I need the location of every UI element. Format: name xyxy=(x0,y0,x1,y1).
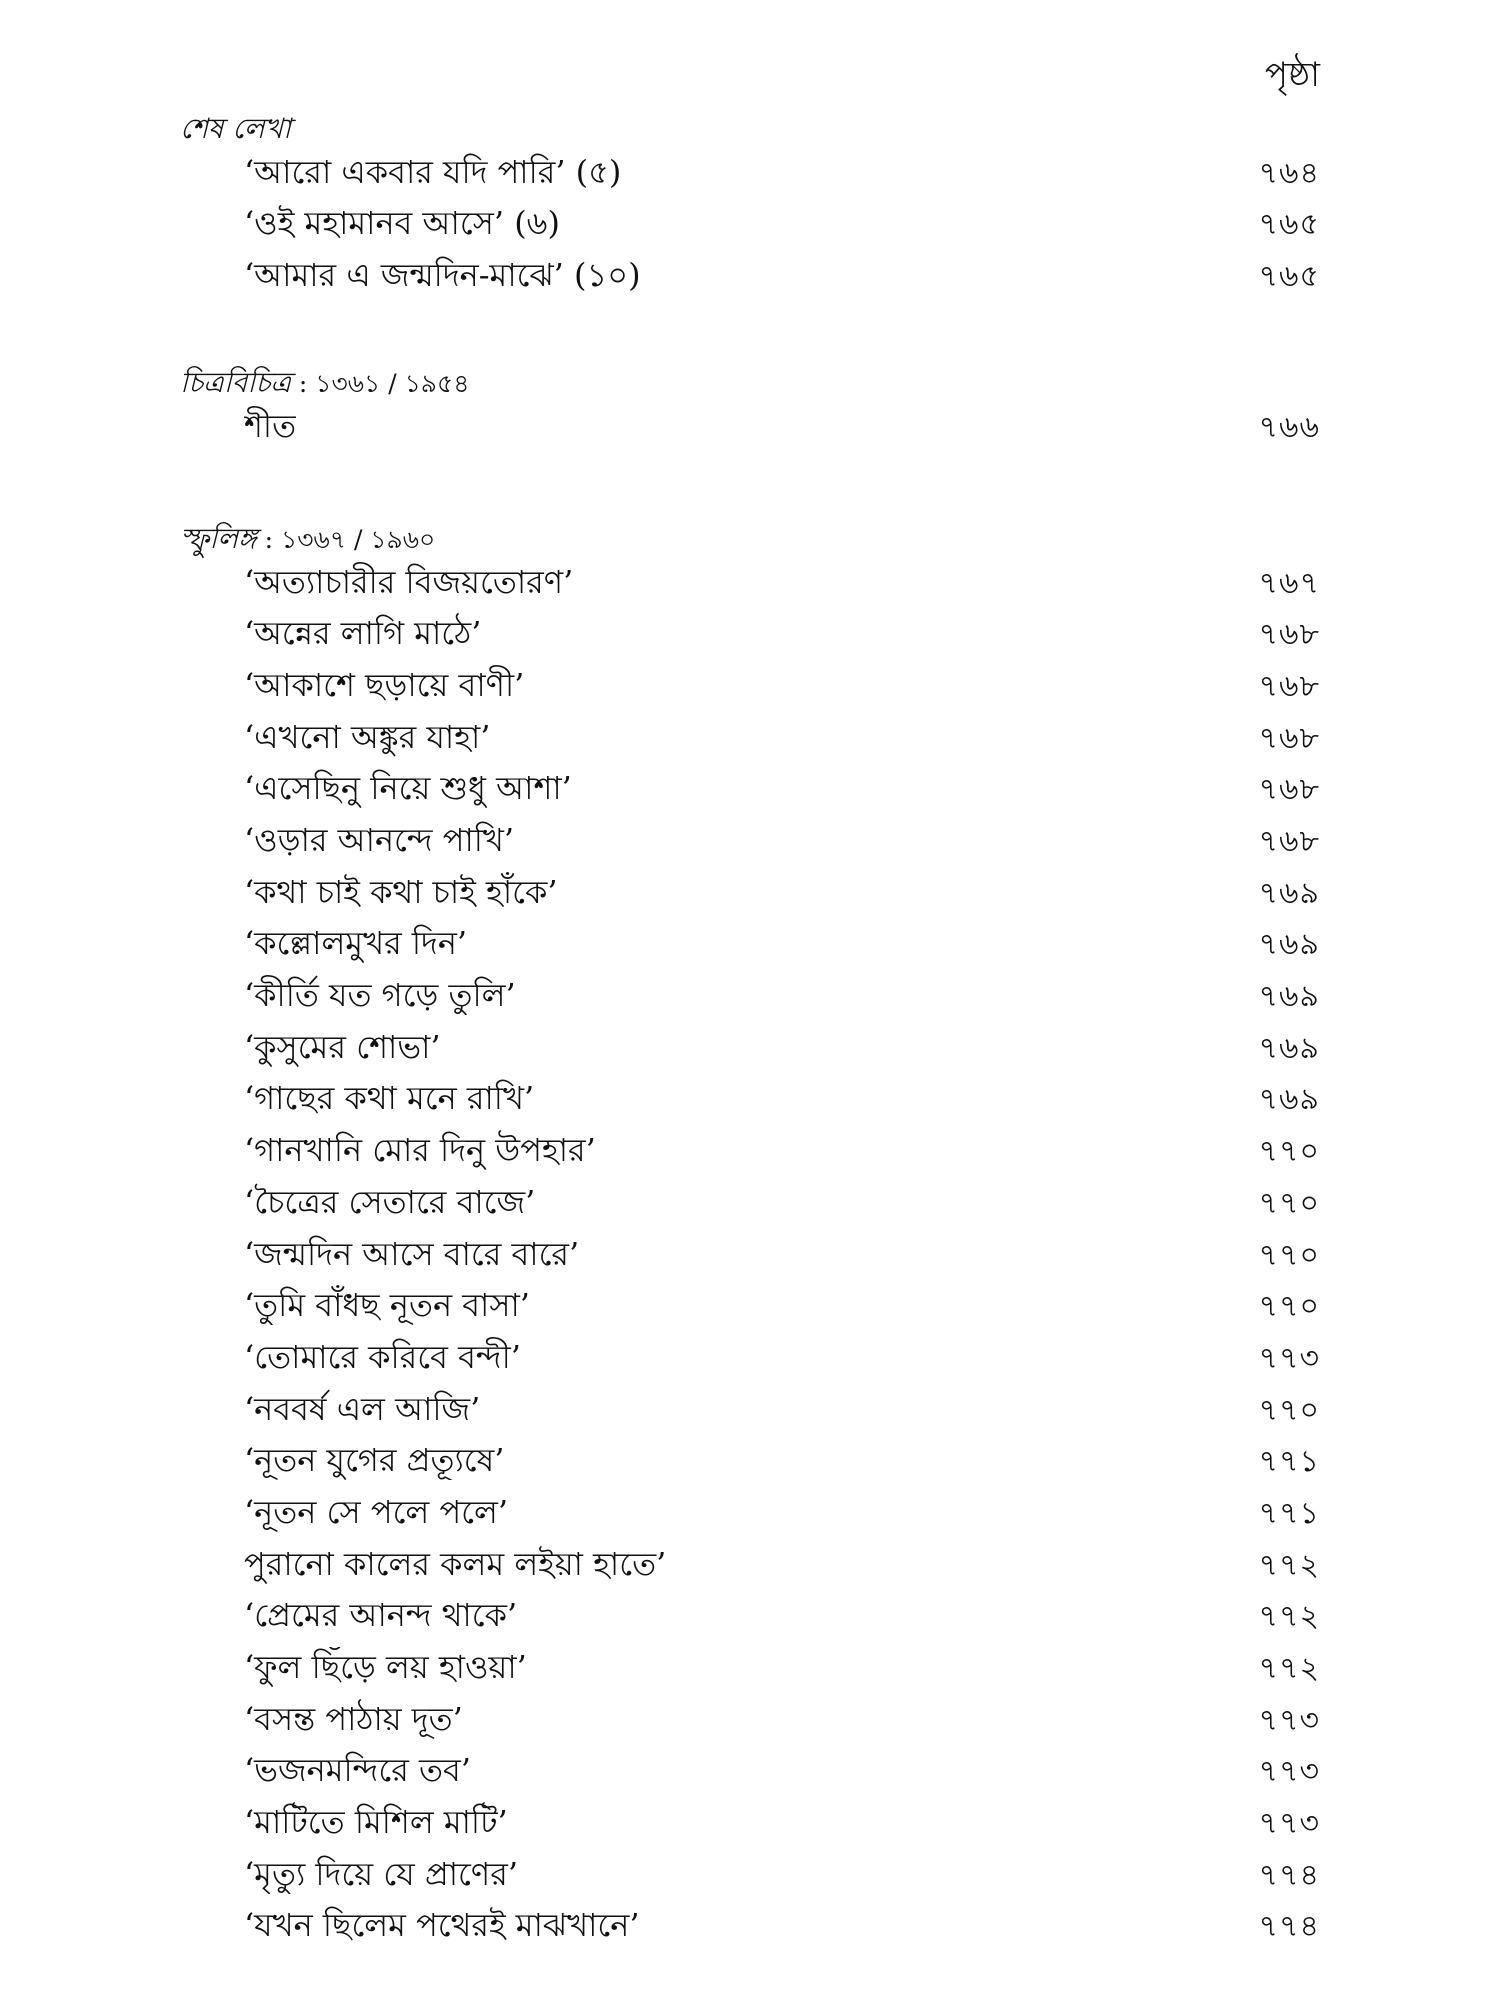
entry-page-number: ৭৬৯ xyxy=(1258,1082,1320,1118)
entry-title: ‘এখনো অঙ্কুর যাহা’ xyxy=(244,717,491,756)
entry-title: ‘নববর্ষ এল আজি’ xyxy=(244,1389,481,1428)
entry-title: শীত xyxy=(244,406,297,445)
entry-page-number: ৭৬৯ xyxy=(1258,979,1320,1015)
toc-entry[interactable] xyxy=(180,562,1320,614)
entry-page-number: ৭৭৩ xyxy=(1258,1702,1320,1738)
entry-title: ‘প্রেমের আনন্দ থাকে’ xyxy=(244,1596,518,1635)
toc-entry[interactable] xyxy=(180,255,1320,307)
entry-page-number: ৭৭০ xyxy=(1258,1392,1320,1428)
entry-page-number: ৭৭২ xyxy=(1258,1651,1320,1687)
entry-page-number: ৭৭৩ xyxy=(1258,1806,1320,1842)
entry-page-number: ৭৬৮ xyxy=(1258,824,1320,860)
entry-page-number: ৭৭৩ xyxy=(1258,1340,1320,1376)
entry-title: ‘মৃত্যু দিয়ে যে প্রাণের’ xyxy=(244,1854,518,1893)
entry-page-number: ৭৬৫ xyxy=(1258,258,1320,294)
entry-title: ‘ওড়ার আনন্দে পাখি’ xyxy=(244,821,515,860)
entry-title: ‘মাটিতে মিশিল মাটি’ xyxy=(244,1803,508,1842)
toc-entry[interactable] xyxy=(180,1699,1320,1751)
entry-page-number: ৭৬৬ xyxy=(1258,409,1320,445)
toc-entry[interactable] xyxy=(180,1905,1320,1957)
toc-entry[interactable] xyxy=(180,203,1320,255)
toc-entry[interactable] xyxy=(180,820,1320,872)
entry-title: ‘গানখানি মোর দিনু উপহার’ xyxy=(244,1131,596,1170)
entry-page-number: ৭৬৮ xyxy=(1258,772,1320,808)
entry-title: ‘কল্লোলমুখর দিন’ xyxy=(244,924,468,963)
entry-title: ‘যখন ছিলেম পথেরই মাঝখানে’ xyxy=(244,1906,640,1945)
entry-title: ‘বসন্ত পাঠায় দূত’ xyxy=(244,1699,463,1738)
entry-title: ‘চৈত্রের সেতারে বাজে’ xyxy=(244,1182,536,1221)
entry-page-number: ৭৬৯ xyxy=(1258,1030,1320,1066)
toc-entry[interactable] xyxy=(180,406,1320,458)
entry-page-number: ৭৬৯ xyxy=(1258,875,1320,911)
entry-list xyxy=(180,406,1320,458)
entry-page-number: ৭৭১ xyxy=(1258,1444,1320,1480)
section-title xyxy=(180,112,1320,146)
entry-page-number: ৭৭০ xyxy=(1258,1185,1320,1221)
toc-entry[interactable] xyxy=(180,152,1320,204)
entry-page-number: ৭৬৪ xyxy=(1258,155,1320,191)
entry-page-number: ৭৭৩ xyxy=(1258,1754,1320,1790)
entry-page-number: ৭৬৯ xyxy=(1258,927,1320,963)
entry-page-number: ৭৭২ xyxy=(1258,1547,1320,1583)
toc-entry[interactable] xyxy=(180,1130,1320,1182)
toc-entry[interactable] xyxy=(180,923,1320,975)
toc-entry[interactable] xyxy=(180,1544,1320,1596)
toc-entry[interactable] xyxy=(180,1285,1320,1337)
entry-title: ‘ওই মহামানব আসে’ (৬) xyxy=(244,204,560,243)
entry-title: ‘আরো একবার যদি পারি’ (৫) xyxy=(244,152,622,191)
entry-title: ‘এসেছিনু নিয়ে শুধু আশা’ xyxy=(244,769,572,808)
entry-title: ‘গাছের কথা মনে রাখি’ xyxy=(244,1079,535,1118)
entry-title: ‘তুমি বাঁধছ নূতন বাসা’ xyxy=(244,1286,530,1325)
entry-title: ‘কীর্তি যত গড়ে তুলি’ xyxy=(244,976,516,1015)
section-title-text: চিত্রবিচিত্র xyxy=(180,366,291,399)
toc-entry[interactable] xyxy=(180,1027,1320,1079)
toc-entry[interactable] xyxy=(180,1234,1320,1286)
entry-page-number: ৭৭০ xyxy=(1258,1237,1320,1273)
entry-list xyxy=(180,152,1320,307)
toc-entry[interactable] xyxy=(180,1078,1320,1130)
entry-page-number: ৭৭০ xyxy=(1258,1134,1320,1170)
entry-title: ‘ফুল ছিঁড়ে লয় হাওয়া’ xyxy=(244,1648,527,1687)
toc-entry[interactable] xyxy=(180,975,1320,1027)
entry-page-number: ৭৬৮ xyxy=(1258,617,1320,653)
entry-page-number: ৭৭১ xyxy=(1258,1495,1320,1531)
toc-entry[interactable] xyxy=(180,1595,1320,1647)
entry-title: পুরানো কালের কলম লইয়া হাতে’ xyxy=(244,1544,667,1583)
entry-page-number: ৭৬৮ xyxy=(1258,668,1320,704)
entry-title: ‘ভজনমন্দিরে তব’ xyxy=(244,1751,471,1790)
toc-entry[interactable] xyxy=(180,872,1320,924)
toc-entry[interactable] xyxy=(180,1389,1320,1441)
section-title xyxy=(180,366,1320,400)
entry-title: ‘জন্মদিন আসে বারে বারে’ xyxy=(244,1234,580,1273)
toc-entry[interactable] xyxy=(180,1750,1320,1802)
entry-page-number: ৭৬৮ xyxy=(1258,720,1320,756)
entry-title: ‘নূতন যুগের প্রত্যূষে’ xyxy=(244,1441,505,1480)
toc-entry[interactable] xyxy=(180,1492,1320,1544)
entry-title: ‘কুসুমের শোভা’ xyxy=(244,1027,441,1066)
section-year: : ১৩৬৭ / ১৯৬০ xyxy=(256,525,436,554)
toc-entry[interactable] xyxy=(180,1440,1320,1492)
toc-entry[interactable] xyxy=(180,1182,1320,1234)
toc-entry[interactable] xyxy=(180,1854,1320,1906)
section-year: : ১৩৬১ / ১৯৫৪ xyxy=(290,369,470,398)
section-title-text: স্ফুলিঙ্গ xyxy=(180,522,257,555)
toc-entry[interactable] xyxy=(180,613,1320,665)
entry-title: ‘অন্নের লাগি মাঠে’ xyxy=(244,614,482,653)
section-title xyxy=(180,522,1320,556)
toc-entry[interactable] xyxy=(180,768,1320,820)
entry-page-number: ৭৭০ xyxy=(1258,1289,1320,1325)
section-shesh-lekha xyxy=(180,112,1320,307)
entry-title: ‘আকাশে ছড়ায়ে বাণী’ xyxy=(244,665,525,704)
entry-page-number: ৭৭৪ xyxy=(1258,1909,1320,1945)
toc-entry[interactable] xyxy=(180,1802,1320,1854)
entry-list xyxy=(180,562,1320,1958)
entry-page-number: ৭৬৭ xyxy=(1258,565,1320,601)
page-column-label: পৃষ্ঠা xyxy=(1264,55,1320,95)
section-sphulinga xyxy=(180,522,1320,1957)
toc-entry[interactable] xyxy=(180,1647,1320,1699)
entry-page-number: ৭৬৫ xyxy=(1258,207,1320,243)
entry-title: ‘অত্যাচারীর বিজয়তোরণ’ xyxy=(244,562,574,601)
entry-title: ‘নূতন সে পলে পলে’ xyxy=(244,1492,509,1531)
entry-title: ‘কথা চাই কথা চাই হাঁকে’ xyxy=(244,872,558,911)
entry-title: ‘তোমারে করিবে বন্দী’ xyxy=(244,1337,521,1376)
entry-title: ‘আমার এ জন্মদিন-মাঝে’ (১০) xyxy=(244,255,641,294)
toc-entry[interactable] xyxy=(180,665,1320,717)
toc-entry[interactable] xyxy=(180,717,1320,769)
entry-page-number: ৭৭২ xyxy=(1258,1599,1320,1635)
section-title-text: শেষ লেখা xyxy=(180,112,291,145)
section-chitrabichitra xyxy=(180,366,1320,457)
entry-page-number: ৭৭৪ xyxy=(1258,1857,1320,1893)
toc-entry[interactable] xyxy=(180,1337,1320,1389)
